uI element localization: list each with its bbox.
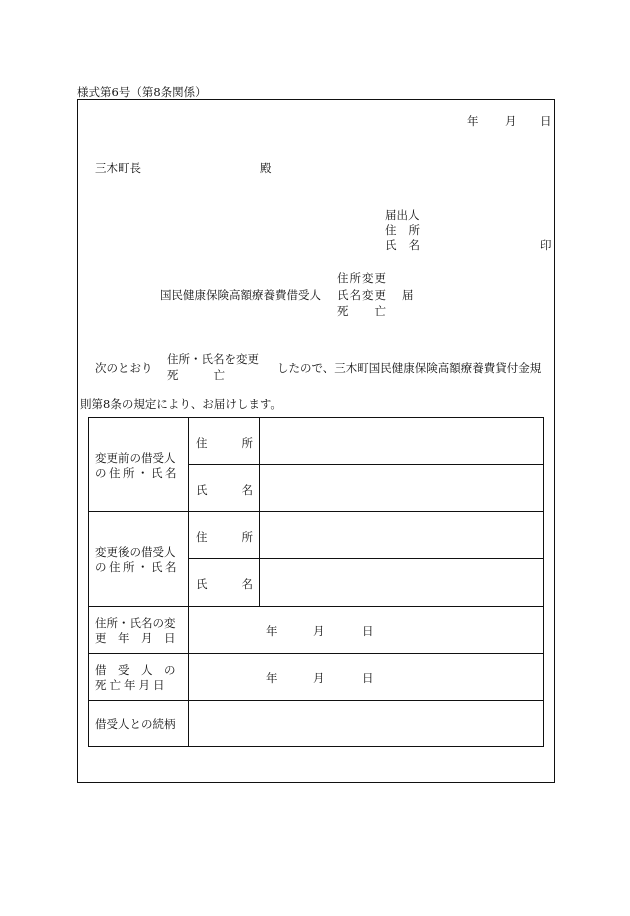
after-label-line1: 変更後の借受人 — [95, 545, 176, 559]
death-date-day[interactable]: 日 — [362, 671, 374, 685]
after-address-field[interactable] — [265, 529, 535, 545]
change-date-label-line1: 住所・氏名の変 — [95, 616, 176, 630]
subject-option-death[interactable]: 死 亡 — [337, 304, 387, 318]
body-line2: 則第8条の規定により、お届けします。 — [80, 397, 282, 411]
addressee-name: 三木町長 — [95, 161, 141, 175]
before-address-label: 住 所 — [196, 436, 253, 450]
subject-option-name[interactable]: 氏名変更 — [337, 288, 387, 302]
seal-mark: 印 — [540, 238, 552, 252]
notifier-title: 届出人 — [385, 208, 420, 222]
death-date-label-line2: 死亡年月日 — [95, 678, 168, 692]
after-label-line2: の住所・氏名 — [95, 560, 179, 574]
change-date-year[interactable]: 年 — [266, 624, 278, 638]
relation-field[interactable] — [196, 716, 536, 732]
death-date-month[interactable]: 月 — [313, 671, 325, 685]
notifier-address-label: 住 所 — [385, 223, 420, 237]
before-address-field[interactable] — [265, 435, 535, 451]
body-prefix: 次のとおり — [95, 361, 153, 375]
change-date-label-line2: 更 年 月 日 — [95, 631, 176, 645]
date-year[interactable]: 年 — [467, 114, 479, 128]
before-label-line1: 変更前の借受人 — [95, 451, 176, 465]
body-suffix: したので、三木町国民健康保険高額療養費貸付金規 — [277, 361, 542, 375]
body-option-death[interactable]: 死 亡 — [167, 368, 229, 382]
after-name-label: 氏 名 — [196, 577, 253, 591]
subject-tail: 届 — [402, 288, 414, 302]
before-name-field[interactable] — [265, 482, 535, 498]
form-number: 様式第6号（第8条関係） — [77, 85, 207, 99]
subject-lead: 国民健康保険高額療養費借受人 — [160, 288, 321, 302]
subject-option-address[interactable]: 住所変更 — [337, 271, 387, 285]
death-date-label-line1: 借 受 人 の — [95, 663, 176, 677]
before-name-label: 氏 名 — [196, 483, 253, 497]
body-option-change[interactable]: 住所・氏名を変更 — [167, 352, 259, 366]
addressee-honorific: 殿 — [260, 161, 272, 175]
after-name-field[interactable] — [265, 576, 535, 592]
date-month[interactable]: 月 — [505, 114, 517, 128]
relation-label: 借受人との続柄 — [95, 717, 176, 731]
before-label-line2: の住所・氏名 — [95, 466, 179, 480]
date-day[interactable]: 日 — [540, 114, 552, 128]
death-date-year[interactable]: 年 — [266, 671, 278, 685]
change-date-month[interactable]: 月 — [313, 624, 325, 638]
change-date-day[interactable]: 日 — [362, 624, 374, 638]
after-address-label: 住 所 — [196, 530, 253, 544]
notifier-name-label: 氏 名 — [385, 238, 420, 252]
